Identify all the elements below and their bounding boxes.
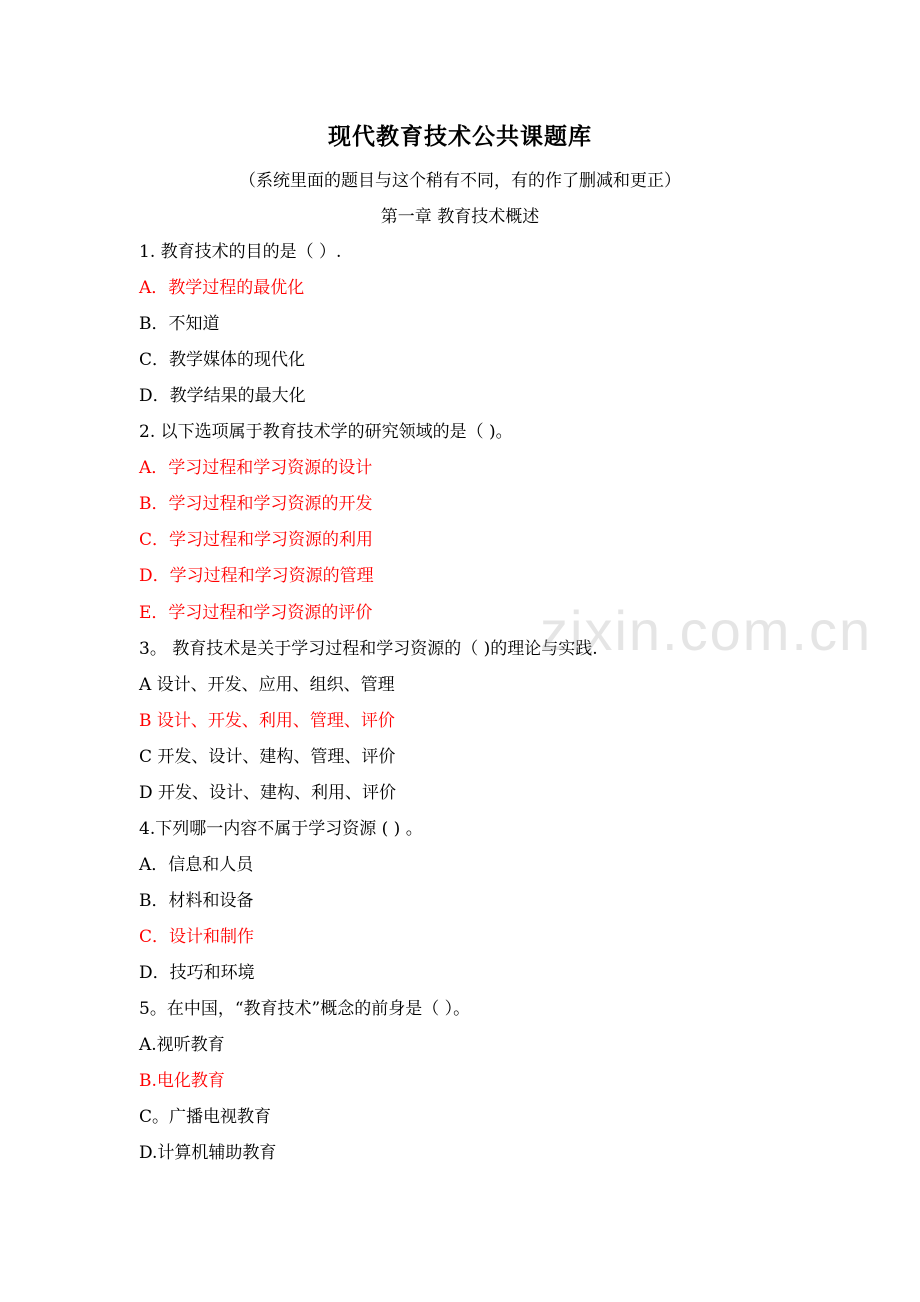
option-line: B 设计、开发、利用、管理、评价 [139, 711, 395, 731]
option-line: D．教学结果的最大化 [139, 386, 306, 406]
option-line: C 开发、设计、建构、管理、评价 [139, 747, 396, 767]
option-line: E．学习过程和学习资源的评价 [139, 603, 373, 623]
option-line: D 开发、设计、建构、利用、评价 [139, 783, 397, 803]
question-line: 4.下列哪一内容不属于学习资源 ( ) 。 [139, 819, 423, 839]
option-line: C。广播电视教育 [139, 1107, 272, 1127]
question-line: 3。 教育技术是关于学习过程和学习资源的（ )的理论与实践. [139, 639, 598, 659]
question-line: 2. 以下选项属于教育技术学的研究领域的是（ )。 [139, 422, 513, 442]
option-line: A．学习过程和学习资源的设计 [139, 458, 373, 478]
chapter-heading: 第一章 教育技术概述 [380, 207, 540, 227]
option-line: A.视听教育 [139, 1035, 225, 1055]
option-line: B．材料和设备 [139, 891, 254, 911]
watermark: zixin.com.cn [540, 599, 873, 662]
option-line: C．教学媒体的现代化 [139, 350, 306, 370]
option-line: A．信息和人员 [139, 855, 254, 875]
option-line: B．学习过程和学习资源的开发 [139, 494, 373, 514]
question-line: 5。在中国，“教育技术”概念的前身是（ ）。 [139, 999, 471, 1019]
question-line: 1. 教育技术的目的是（ ）. [139, 242, 342, 262]
option-line: D.计算机辅助教育 [139, 1143, 277, 1163]
option-line: A．教学过程的最优化 [139, 278, 305, 298]
option-line: C．学习过程和学习资源的利用 [139, 530, 374, 550]
option-line: B.电化教育 [139, 1071, 225, 1091]
option-line: D．学习过程和学习资源的管理 [139, 566, 374, 586]
document-title: 现代教育技术公共课题库 [328, 123, 592, 150]
option-line: C．设计和制作 [139, 927, 255, 947]
option-line: A 设计、开发、应用、组织、管理 [139, 675, 395, 695]
document-subtitle: （系统里面的题目与这个稍有不同，有的作了删减和更正） [239, 171, 681, 191]
option-line: D．技巧和环境 [139, 963, 255, 983]
option-line: B．不知道 [139, 314, 220, 334]
